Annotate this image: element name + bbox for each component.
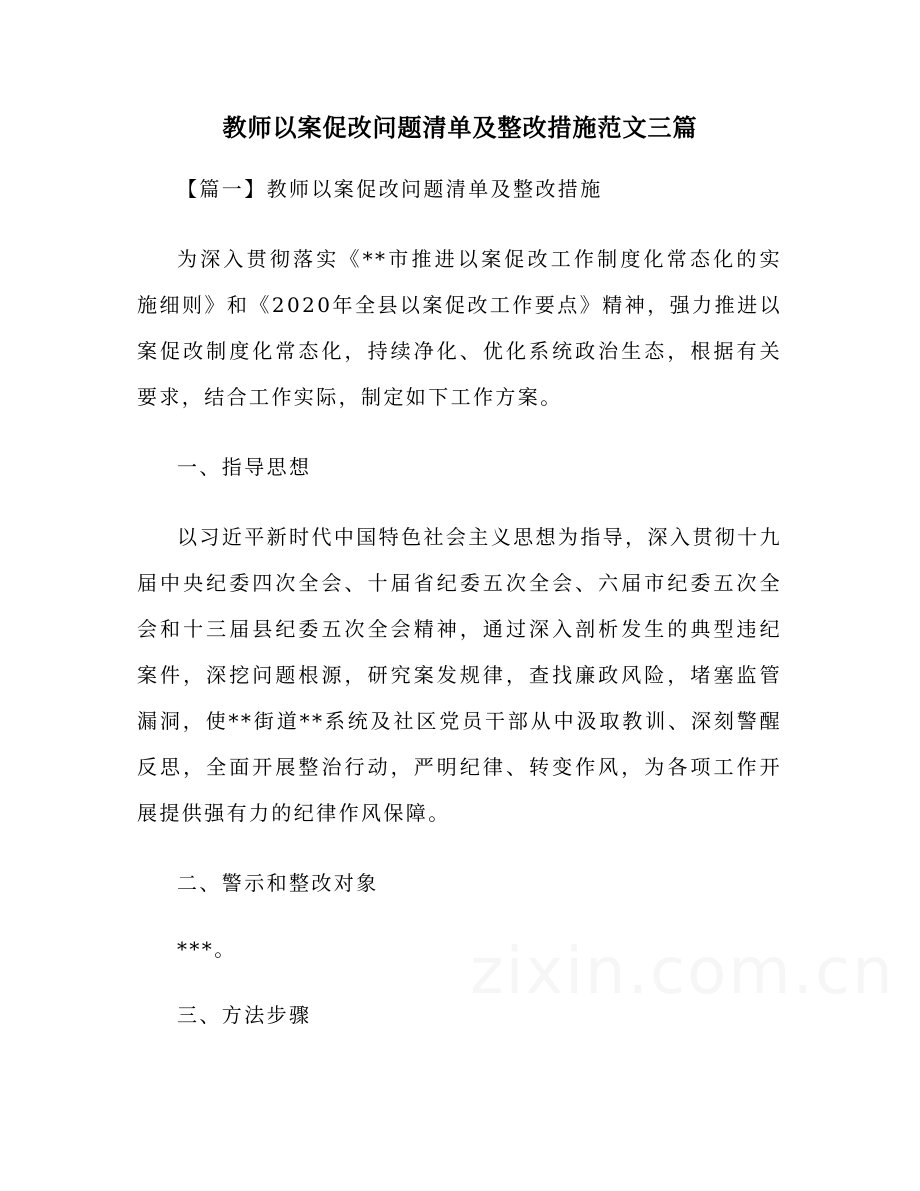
heading-method-steps: 三、方法步骤 <box>177 1003 312 1027</box>
warning-targets-paragraph: ***。 <box>177 937 237 961</box>
section-heading: 【篇一】教师以案促改问题清单及整改措施 <box>177 177 603 201</box>
heading-guiding-thought: 一、指导思想 <box>177 455 312 479</box>
guiding-thought-paragraph: 以习近平新时代中国特色社会主义思想为指导，深入贯彻十九届中央纪委四次全会、十届省纪委五次全会、六届市纪委五次全会和十三届县纪委五次全会精神，通过深入剖析发生的典型违纪案件，深挖问题根源，研究案发规律，查找廉政风险，堵塞监管漏洞，使**街道**系统及社区党员干部从中汲取教训、深刻警醒反思，全面开展整治行动，严明纪律、转变作风，为各项工作开展提供强有力的纪律作风保障。 <box>137 525 782 825</box>
document-title: 教师以案促改问题清单及整改措施范文三篇 <box>222 113 698 142</box>
intro-paragraph: 为深入贯彻落实《**市推进以案促改工作制度化常态化的实施细则》和《2020年全县以案促改工作要点》精神，强力推进以案促改制度化常态化，持续净化、优化系统政治生态，根据有关要求，结合工作实际，制定如下工作方案。 <box>137 247 782 409</box>
heading-warning-targets: 二、警示和整改对象 <box>177 871 379 895</box>
document-body <box>137 166 782 1038</box>
